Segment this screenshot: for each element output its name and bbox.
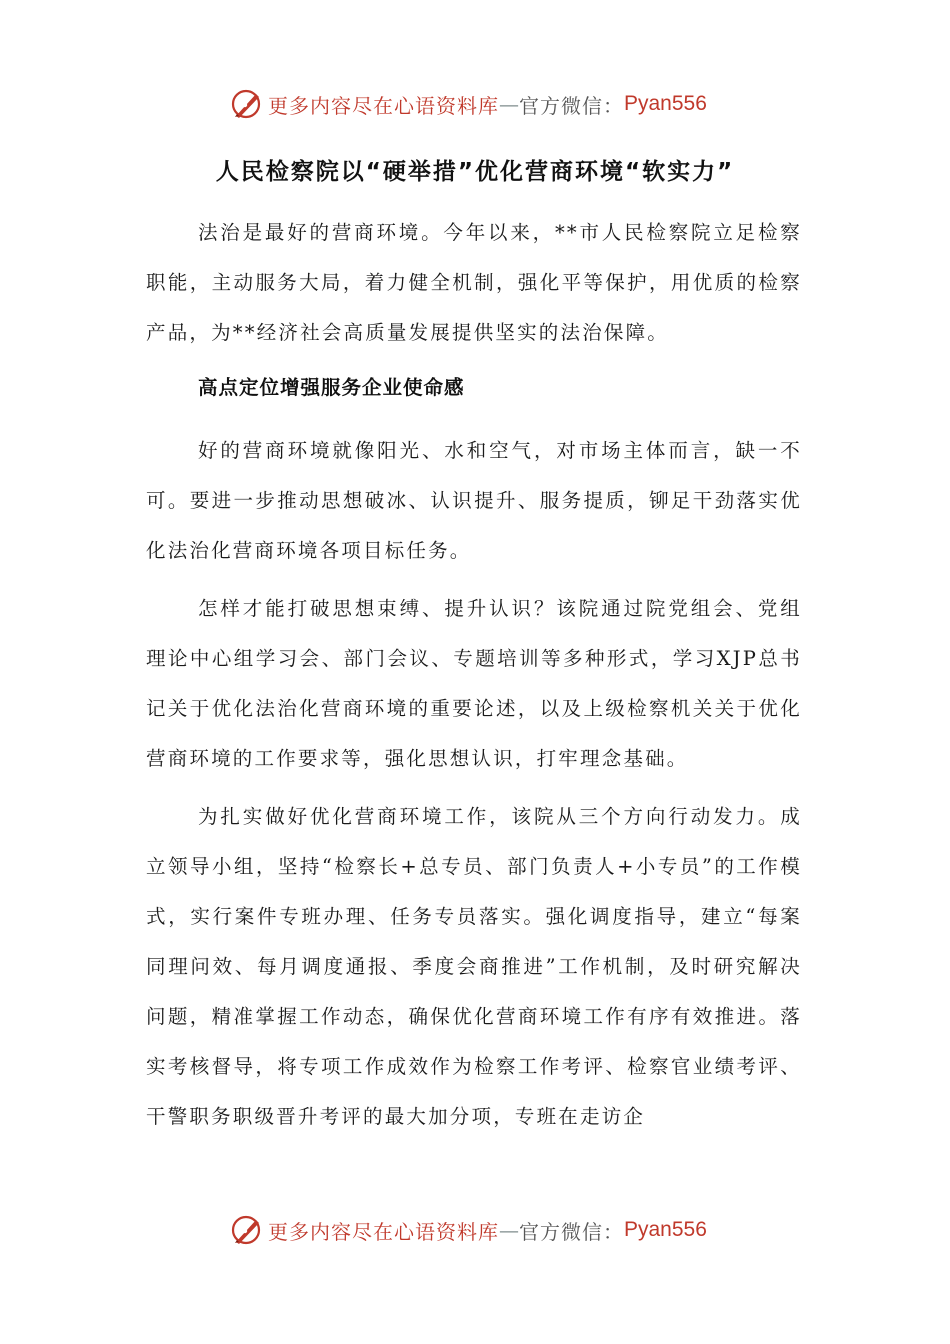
footer-site-name: 更多内容尽在心语资料库 [268,1219,499,1244]
section-heading: 高点定位增强服务企业使命感 [198,376,465,399]
banner-separator: — [499,92,519,116]
banner-wechat-id: Pyan556 [624,92,707,115]
footer-separator: — [499,1218,519,1242]
paragraph-1: 好的营商环境就像阳光、水和空气，对市场主体而言，缺一不可。要进一步推动思想破冰、认识提升、服务提质，铆足干劲落实优化法治化营商环境各项目标任务。 [146,439,802,562]
paragraph-2: 怎样才能打破思想束缚、提升认识？该院通过院党组会、党组理论中心组学习会、部门会议、专题培训等多种形式，学习XJP总书记关于优化法治化营商环境的重要论述，以及上级检察机关关于优化营商环境的工作要求等，强化思想认识，打牢理念基础。 [146,597,802,770]
footer-wechat-id: Pyan556 [624,1218,707,1241]
pen-circle-logo-icon [230,87,264,121]
document-title: 人民检察院以“硬举措”优化营商环境“软实力” [215,159,735,185]
paragraph-3: 为扎实做好优化营商环境工作，该院从三个方向行动发力。成立领导小组，坚持“检察长+总专员、部门负责人+小专员”的工作模式，实行案件专班办理、任务专员落实。强化调度指导，建立“每案同理问效、每月调度通报、季度会商推进”工作机制，及时研究解决问题，精准掌握工作动态，确保优化营商环境工作有序有效推进。落实考核督导，将专项工作成效作为检察工作考评、检察官业绩考评、干警职务职级晋升考评的最大加分项，专班在走访企 [146,805,802,1128]
banner-site-name: 更多内容尽在心语资料库 [268,93,499,118]
header-banner [230,84,707,124]
pen-circle-logo-icon [230,1213,264,1247]
footer-banner [230,1210,707,1250]
intro-paragraph: 法治是最好的营商环境。今年以来，**市人民检察院立足检察职能，主动服务大局，着力健全机制，强化平等保护，用优质的检察产品，为**经济社会高质量发展提供坚实的法治保障。 [146,221,802,344]
banner-wechat-label: 官方微信： [519,93,624,118]
document-body [146,208,802,1150]
footer-wechat-label: 官方微信： [519,1219,624,1244]
